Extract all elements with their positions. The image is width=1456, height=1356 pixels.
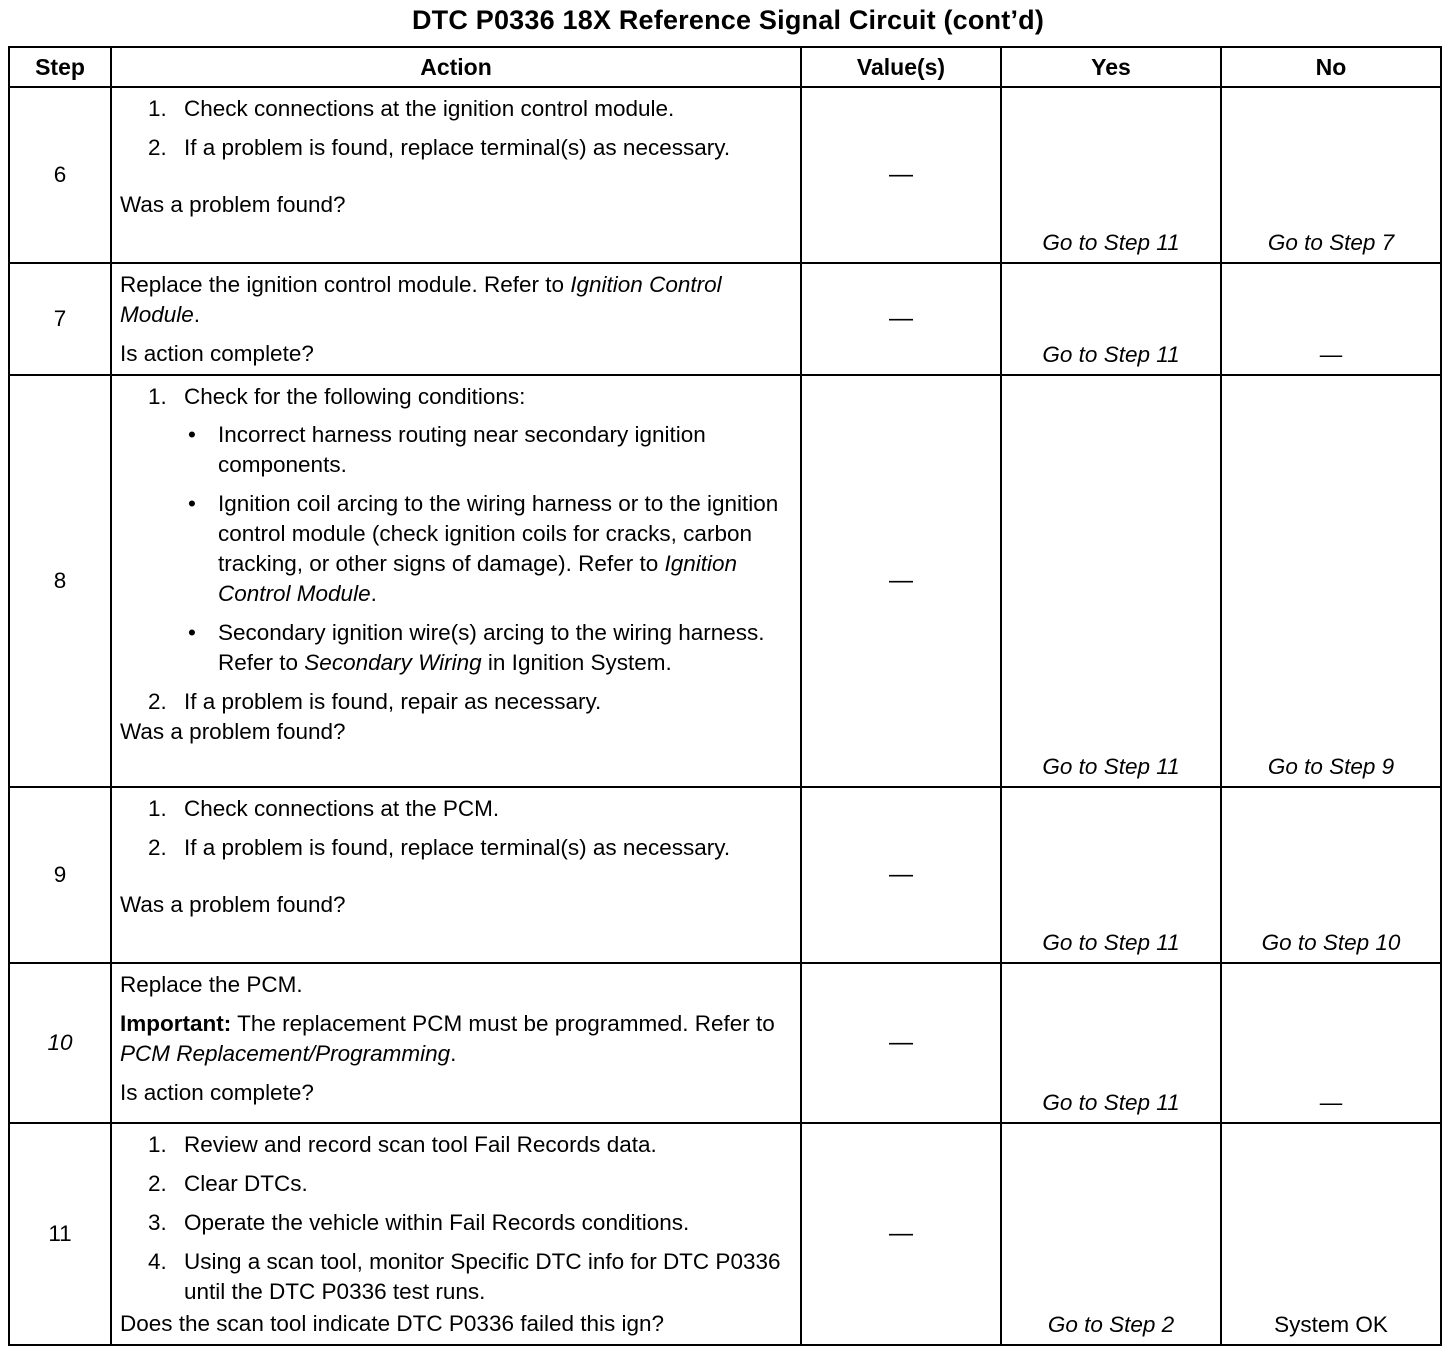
step-number: 7 <box>9 263 111 375</box>
no-result: Go to Step 7 <box>1221 87 1441 263</box>
header-step: Step <box>9 47 111 87</box>
action-text: Replace the ignition control module. Refer to Ignition Control Module. <box>120 272 722 327</box>
no-result: Go to Step 10 <box>1221 787 1441 963</box>
action-item: 2. If a problem is found, repair as necessary. <box>148 689 602 714</box>
action-cell <box>111 375 801 787</box>
action-cell <box>111 87 801 263</box>
action-question: Is action complete? <box>120 1080 314 1105</box>
table-row-step-7 <box>9 263 1441 375</box>
table-row-step-10 <box>9 963 1441 1123</box>
value-cell: — <box>801 263 1001 375</box>
condition-bullet: • Secondary ignition wire(s) arcing to the wiring harness. Refer to Secondary Wiring in Ignition System. <box>188 620 765 675</box>
action-item: 1. Check connections at the PCM. <box>148 796 500 821</box>
action-item: 1. Review and record scan tool Fail Records data. <box>148 1132 657 1157</box>
step-number: 9 <box>9 787 111 963</box>
table-row-step-11 <box>9 1123 1441 1345</box>
action-question: Was a problem found? <box>120 192 346 217</box>
page-title: DTC P0336 18X Reference Signal Circuit (cont’d) <box>411 5 1045 35</box>
important-note: Important: The replacement PCM must be programmed. Refer to PCM Replacement/Programming. <box>120 1011 775 1066</box>
action-item: 1. Check for the following conditions: • Incorrect harness routing near secondary ignition components. • Ignition coil arcing to the wiring harness or to the ignition control module (check ignition coils for cracks, carbon tracking, or other signs of damage). Refer to Ignition Control Module. • Secondary ignition wire(s) arcing to the wiring harness. Refer to Secondary Wiring in Ignition System. <box>120 382 792 678</box>
action-question: Is action complete? <box>120 341 314 366</box>
action-text: Replace the PCM. <box>120 972 303 997</box>
action-item: 3. Operate the vehicle within Fail Records conditions. <box>148 1210 690 1235</box>
action-cell <box>111 263 801 375</box>
step-number: 11 <box>9 1123 111 1345</box>
action-question: Was a problem found? <box>120 892 346 917</box>
header-yes: Yes <box>1001 47 1221 87</box>
action-item: 4. Using a scan tool, monitor Specific DTC info for DTC P0336 until the DTC P0336 test runs. <box>148 1249 781 1304</box>
yes-result: Go to Step 11 <box>1001 375 1221 787</box>
yes-result: Go to Step 11 <box>1001 87 1221 263</box>
diagnostic-table <box>8 46 1442 1346</box>
action-item: 2. If a problem is found, replace terminal(s) as necessary. <box>148 135 731 160</box>
step-number: 10 <box>9 963 111 1123</box>
step-number: 8 <box>9 375 111 787</box>
important-label: Important: <box>120 1011 232 1036</box>
action-cell <box>111 963 801 1123</box>
condition-bullet: • Ignition coil arcing to the wiring harness or to the ignition control module (check ignition coils for cracks, carbon tracking, or other signs of damage). Refer to Ignition Control Module. <box>188 491 779 606</box>
header-row <box>9 47 1441 87</box>
header-values: Value(s) <box>801 47 1001 87</box>
condition-bullet: • Incorrect harness routing near secondary ignition components. <box>188 422 706 477</box>
reference-link: Ignition Control Module <box>218 551 738 606</box>
action-question: Was a problem found? <box>120 719 346 744</box>
header-action: Action <box>111 47 801 87</box>
no-result: — <box>1221 963 1441 1123</box>
action-cell <box>111 787 801 963</box>
header-no: No <box>1221 47 1441 87</box>
action-question: Does the scan tool indicate DTC P0336 failed this ign? <box>120 1311 665 1336</box>
value-cell: — <box>801 87 1001 263</box>
no-result: Go to Step 9 <box>1221 375 1441 787</box>
step-number: 6 <box>9 87 111 263</box>
yes-result: Go to Step 11 <box>1001 263 1221 375</box>
action-item: 2. If a problem is found, replace terminal(s) as necessary. <box>148 835 731 860</box>
table-row-step-9 <box>9 787 1441 963</box>
value-cell: — <box>801 787 1001 963</box>
reference-link: Ignition Control Module <box>120 272 722 327</box>
yes-result: Go to Step 11 <box>1001 963 1221 1123</box>
table-row-step-6 <box>9 87 1441 263</box>
value-cell: — <box>801 375 1001 787</box>
reference-link: Secondary Wiring <box>304 650 482 675</box>
yes-result: Go to Step 2 <box>1001 1123 1221 1345</box>
reference-link: PCM Replacement/Programming <box>120 1041 451 1066</box>
action-cell <box>111 1123 801 1345</box>
value-cell: — <box>801 1123 1001 1345</box>
no-result: System OK <box>1221 1123 1441 1345</box>
action-item: 2. Clear DTCs. <box>148 1171 308 1196</box>
value-cell: — <box>801 963 1001 1123</box>
no-result: — <box>1221 263 1441 375</box>
action-item: 1. Check connections at the ignition control module. <box>148 96 675 121</box>
table-row-step-8 <box>9 375 1441 787</box>
yes-result: Go to Step 11 <box>1001 787 1221 963</box>
